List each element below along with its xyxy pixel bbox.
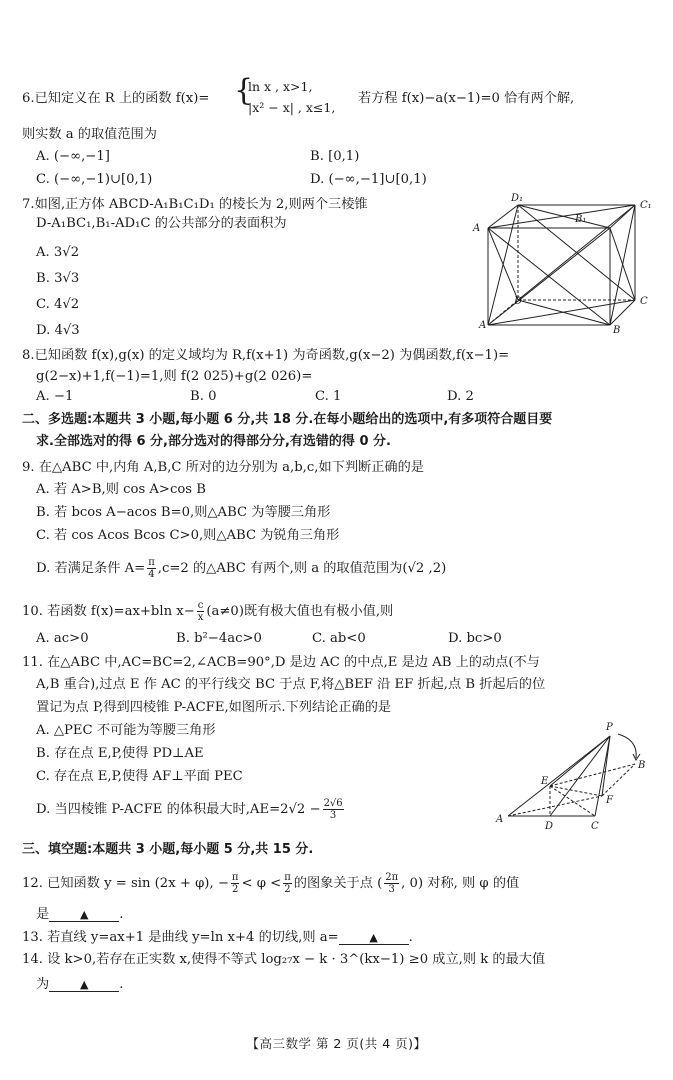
q11-stem-b: A,B 重合),过点 E 作 AC 的平行线交 BC 于点 F,将△BEF 沿 EF 折起,点 B 折起后的位: [36, 677, 546, 692]
q6-piece-1: ln x , x>1,: [248, 79, 313, 94]
label-p: P: [606, 722, 613, 733]
section-3-heading: 三、填空题:本题共 3 小题,每小题 5 分,共 15 分.: [22, 842, 314, 857]
q14-answer-line: 为 ▲ .: [36, 977, 124, 992]
q11-option-d: D. 当四棱锥 P-ACFE 的体积最大时,AE=2√2 − $\frac{2√6}{3}$: [36, 798, 343, 821]
q13-answer-blank[interactable]: [339, 929, 409, 945]
q7-stem-a: 7.如图,正方体 ABCD-A₁B₁C₁D₁ 的棱长为 2,则两个三棱锥: [22, 197, 368, 212]
label-c1: C₁: [640, 200, 652, 211]
q9-option-a: A. 若 A>B,则 cos A>cos B: [36, 482, 206, 497]
label-e: E: [541, 776, 549, 787]
q6-brace: {: [234, 73, 254, 108]
label-c: C: [591, 821, 599, 832]
q8-option-c: C. 1: [315, 389, 342, 404]
q6-option-b: B. [0,1): [310, 149, 360, 164]
label-f: F: [606, 795, 613, 806]
q11-option-c: C. 存在点 E,P,使得 AF⊥平面 PEC: [36, 769, 243, 784]
q8-option-a: A. −1: [36, 389, 74, 404]
label-a1: A: [473, 223, 481, 234]
answer-triangle-icon: ▲: [79, 908, 89, 921]
edge-a-f: [508, 796, 602, 816]
cube-figure: [470, 190, 665, 338]
q10-option-d: D. bc>0: [448, 631, 502, 646]
q12-answer-blank[interactable]: [49, 906, 119, 922]
section-2-heading: 二、多选题:本题共 3 小题,每小题 6 分,共 18 分.在每小题给出的选项中,有多项符合题目要: [22, 412, 553, 427]
fraction-pi-over-4: $\frac{\pi}{4}$: [148, 557, 155, 580]
edge-f-b: [602, 764, 635, 796]
q6-stem-a: 6.已知定义在 R 上的函数 f(x)=: [22, 91, 210, 106]
diag-a-d1: [488, 205, 518, 325]
q7-option-a: A. 3√2: [36, 245, 80, 260]
q12-answer-line: 是 ▲ .: [36, 907, 124, 922]
q8-stem-a: 8.已知函数 f(x),g(x) 的定义域均为 R,f(x+1) 为奇函数,g(x−2) 为偶函数,f(x−1)=: [22, 348, 510, 363]
q9-option-d: D. 若满足条件 A= $\frac{\pi}{4}$ ,c=2 的△ABC 有两个,则 a 的取值范围为(√2 ,2): [36, 557, 447, 580]
label-d: D: [545, 821, 554, 832]
q8-option-b: B. 0: [190, 389, 217, 404]
q14-stem-a: 14. 设 k>0,若存在正实数 x,使得不等式 log₂₇x − k · 3^(kx−1) ≥0 成立,则 k 的最大值: [22, 952, 546, 967]
q11-option-b: B. 存在点 E,P,使得 PD⊥AE: [36, 746, 204, 761]
q11-stem-c: 置记为点 P,得到四棱锥 P-ACFE,如图所示.下列结论正确的是: [36, 700, 392, 715]
page-footer: 【高三数学 第 2 页(共 4 页)】: [246, 1036, 427, 1051]
label-a: A: [479, 320, 487, 331]
section-2-heading-cont: 求.全部选对的得 6 分,部分选对的得部分分,有选错的得 0 分.: [36, 434, 391, 449]
q9-option-c: C. 若 cos Acos Bcos C>0,则△ABC 为锐角三角形: [36, 528, 340, 543]
q7-option-d: D. 4√3: [36, 323, 80, 338]
edge-e-f: [550, 786, 602, 796]
q8-stem-b: g(2−x)+1,f(−1)=1,则 f(2 025)+g(2 026)=: [36, 369, 313, 384]
q10-option-c: C. ab<0: [312, 631, 366, 646]
q6-stem-c: 则实数 a 的取值范围为: [22, 127, 157, 142]
q7-option-c: C. 4√2: [36, 297, 80, 312]
q11-stem-a: 11. 在△ABC 中,AC=BC=2,∠ACB=90°,D 是边 AC 的中点,E 是边 AB 上的动点(不与: [22, 655, 540, 670]
q10-stem: 10. 若函数 f(x)=ax+bln x− $\frac{c}{x}$ (a≠0)既有极大值也有极小值,则: [22, 600, 394, 623]
fraction-c-over-x: $\frac{c}{x}$: [197, 600, 204, 623]
q8-option-d: D. 2: [447, 389, 474, 404]
q6-option-a: A. (−∞,−1]: [36, 149, 110, 164]
label-d: D: [514, 296, 523, 307]
q6-option-c: C. (−∞,−1)∪[0,1): [36, 172, 153, 187]
q11-option-a: A. △PEC 不可能为等腰三角形: [36, 723, 216, 738]
label-b1: B₁: [575, 214, 587, 225]
label-d1: D₁: [511, 193, 524, 204]
label-c: C: [640, 296, 648, 307]
q6-piece-2: |x² − x| , x≤1,: [248, 100, 336, 115]
q6-option-d: D. (−∞,−1]∪[0,1): [310, 172, 427, 187]
q9-option-b: B. 若 bcos A−acos B=0,则△ABC 为等腰三角形: [36, 505, 331, 520]
label-b: B: [638, 760, 646, 771]
q12-stem: 12. 已知函数 y = sin (2x + φ), − $\frac{\pi}{2}$ < φ < $\frac{\pi}{2}$ 的图象关于点 ( $\frac{2\pi}{3}$ , 0) 对称, 则 φ 的值: [22, 872, 520, 895]
q14-answer-blank[interactable]: [49, 976, 119, 992]
diag-b1-c: [610, 228, 635, 300]
label-b: B: [613, 325, 621, 336]
diag-a1-c1: [488, 205, 635, 228]
q6-stem-b: 若方程 f(x)−a(x−1)=0 恰有两个解,: [358, 91, 575, 106]
q9-stem: 9. 在△ABC 中,内角 A,B,C 所对的边分别为 a,b,c,如下判断正确的是: [22, 460, 424, 475]
answer-triangle-icon: ▲: [369, 931, 378, 944]
q7-stem-b: D-A₁BC₁,B₁-AD₁C 的公共部分的表面积为: [36, 216, 287, 231]
q7-option-b: B. 3√3: [36, 271, 80, 286]
q13-stem: 13. 若直线 y=ax+1 是曲线 y=ln x+4 的切线,则 a= ▲ .: [22, 930, 413, 945]
answer-triangle-icon: ▲: [79, 978, 89, 991]
q10-option-b: B. b²−4ac>0: [176, 631, 262, 646]
q10-option-a: A. ac>0: [36, 631, 89, 646]
fraction-2root6-over-3: $\frac{2√6}{3}$: [323, 798, 343, 821]
label-a: A: [496, 814, 504, 825]
pyramid-figure: [490, 718, 660, 836]
